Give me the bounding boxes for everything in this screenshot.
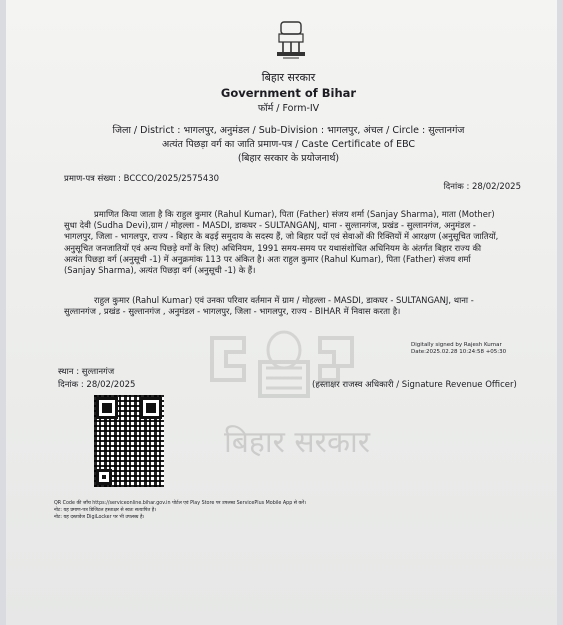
footer-line: नोट: यह प्रमाण-पत्र डिजिटल हस्ताक्षर से स्वतः सत्यापित है।: [54, 508, 157, 514]
state-hindi: बिहार सरकार: [261, 71, 316, 84]
place-label: स्थान : सुल्तानगंज: [58, 367, 115, 377]
digital-sign-date: Date:2025.02.28 10:24:58 +05:30: [411, 349, 507, 355]
state-english: Government of Bihar: [220, 86, 357, 100]
digital-signer: Digitally signed by Rajesh Kumar: [411, 342, 502, 348]
district-line: जिला / District : भागलपुर, अनुमंडल / Sub-Division : भागलपुर, अंचल / Circle : सुल्तानगंज: [112, 125, 465, 136]
footer-line: QR Code की जाँच https://serviceonline.bihar.gov.in पोर्टल एवं Play Store पर उपलब्ध ServicePlus Mobile App से करें।: [54, 501, 307, 506]
paragraph-line: सुधा देवी (Sudha Devi),ग्राम / मोहल्ला - MASDI, डाकघर - SULTANGANJ, थाना - सुल्तानगंज, प्रखंड - सुल्तानगंज, अनुमंडल -: [64, 220, 476, 231]
form-label: फॉर्म / Form-IV: [257, 103, 320, 114]
certificate-number: प्रमाण-पत्र संख्या : BCCCO/2025/2575430: [64, 174, 220, 184]
officer-signature-label: (हस्ताक्षर राजस्व अधिकारी / Signature Revenue Officer): [312, 380, 517, 390]
watermark-text: बिहार सरकार: [224, 425, 371, 460]
signature-date: दिनांक : 28/02/2025: [58, 380, 136, 390]
purpose-line: (बिहार सरकार के प्रयोजनार्थ): [237, 153, 340, 164]
certificate-body-paragraph-2: [64, 295, 526, 317]
watermark-emblem: [202, 330, 362, 420]
paragraph-line: अत्यंत पिछड़ा वर्ग (अनुसूची -1) में अनुक्रमांक 113 पर अंकित है। अतः राहुल कुमार (Rahul Kumar), पिता (Father) संजय शर्मा: [64, 253, 471, 264]
footer-notes: [54, 500, 524, 522]
paragraph-line: सुल्तानगंज , प्रखंड - सुल्तानगंज , अनुमंडल - भागलपुर, जिला - भागलपुर, राज्य - BIHAR में निवास करता है।: [64, 306, 401, 317]
paragraph-line: राहुल कुमार (Rahul Kumar) एवं उनका परिवार वर्तमान में ग्राम / मोहल्ला - MASDI, डाकघर - SULTANGANJ, थाना -: [94, 295, 474, 305]
emblem-icon: [271, 20, 311, 64]
certificate-page: [6, 0, 557, 625]
paragraph-line: प्रमाणित किया जाता है कि राहुल कुमार (Rahul Kumar), पिता (Father) संजय शर्मा (Sanjay Sharma), माता (Mother): [94, 209, 495, 219]
certificate-title: अत्यंत पिछड़ा वर्ग का जाति प्रमाण-पत्र / Caste Certificate of EBC: [161, 139, 416, 150]
qr-code: [94, 395, 164, 487]
paragraph-line: भागलपुर, जिला - भागलपुर, राज्य - बिहार के बढ़ई समुदाय के सदस्य हैं, जो बिहार पदों एवं सेवाओं की रिक्तियों में आरक्षण (अनुसूचित जातियों,: [64, 231, 499, 242]
issue-date: दिनांक : 28/02/2025: [443, 182, 521, 192]
paragraph-line: अनुसूचित जनजातियों एवं अन्य पिछड़े वर्गों के लिए) अधिनियम, 1991 समय-समय पर यथासंशोधित अधिनियम के अंतर्गत बिहार राज्य की: [64, 242, 482, 253]
digital-signature-stamp: [411, 342, 506, 356]
paragraph-line: (Sanjay Sharma), अत्यंत पिछड़ा वर्ग (अनुसूची -1) के हैं।: [64, 265, 256, 276]
certificate-body-paragraph-1: [64, 209, 526, 276]
footer-line: नोट: यह दस्तावेज DigiLocker पर भी उपलब्ध है।: [54, 515, 145, 521]
